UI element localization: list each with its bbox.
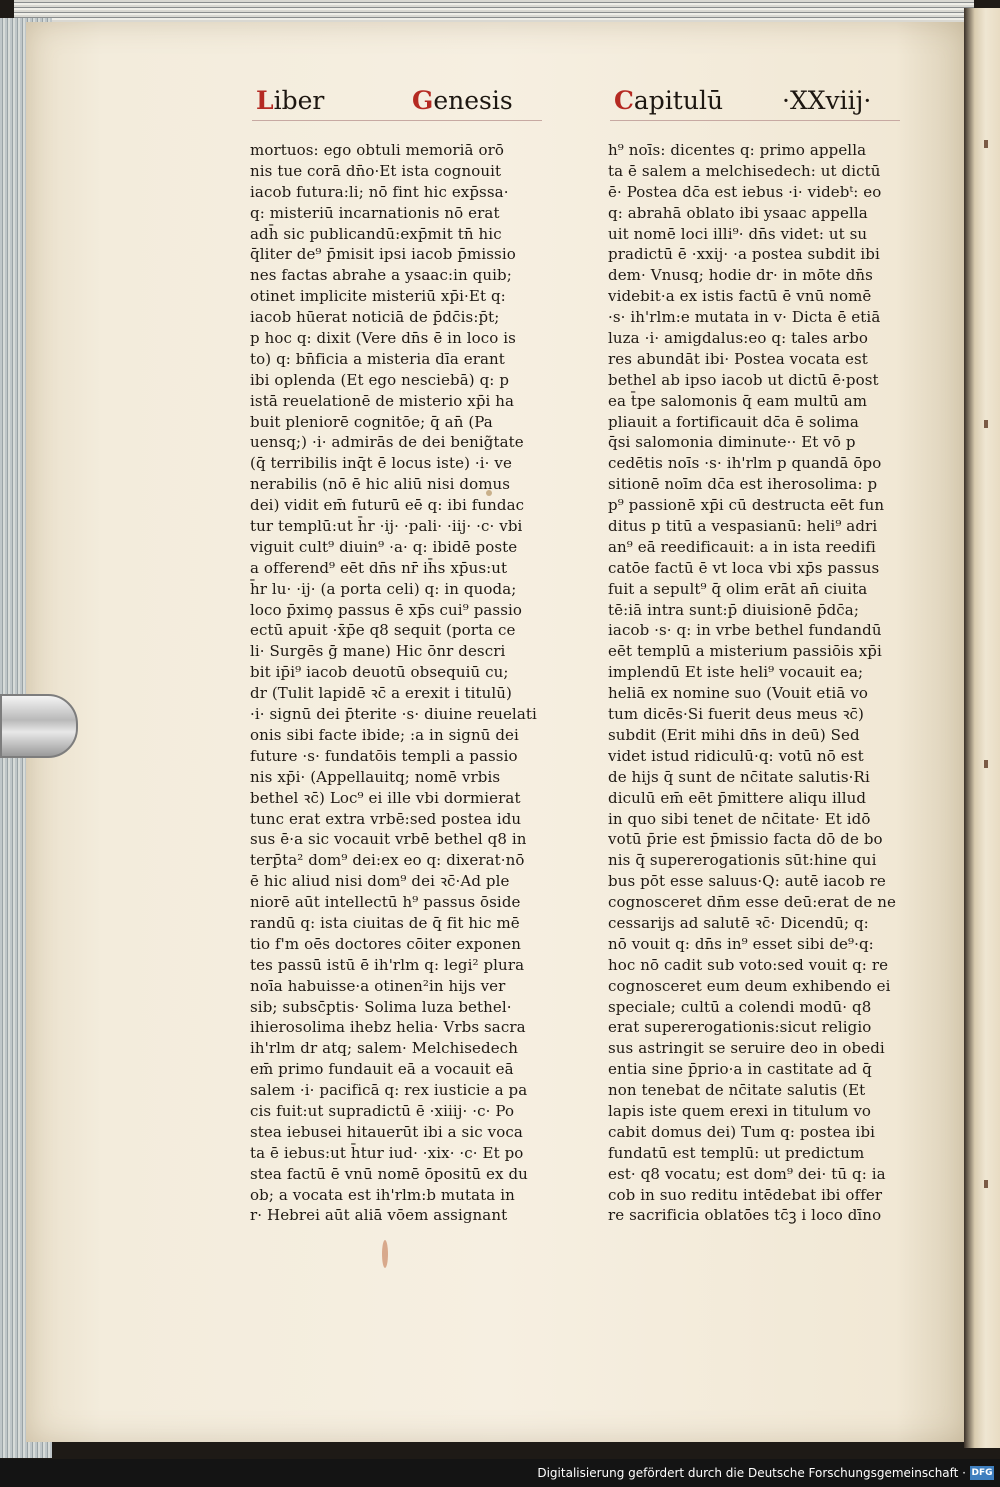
text-line: cis fuit:ut supradictū ē ·xiiij· ·c· Po (250, 1101, 515, 1120)
text-line: randū q: ista ciuitas de q̄ fit hic mē (250, 913, 520, 932)
text-line: pradictū ē ·xxij· ·a postea subdit ibi (608, 245, 880, 264)
text-line: onis sibi facte ibide; :a in signū dei (250, 725, 519, 744)
text-line: tē:iā intra sunt:p̄ diuisionē p̄dc̄a; (608, 600, 859, 619)
text-line: pliauit a fortificauit dc̄a ē solima (608, 412, 859, 431)
text-line: istā reuelationē de misterio xp̄i ha (250, 391, 515, 410)
text-line: future ·s· fundatōis templi a passio (250, 746, 518, 765)
text-line: ta ē iebus:ut h̄tur iud· ·xix· ·c· Et po (250, 1143, 524, 1162)
text-line: an⁹ eā reedificauit: a in ista reedifi (608, 537, 876, 556)
text-line: otinet implicite misteriū xp̄i·Et q: (250, 287, 506, 306)
text-line: tunc erat extra vrbē:sed postea idu (250, 809, 522, 828)
header-rule (610, 120, 900, 121)
text-line: bethel ab ipso iacob ut dictū ē·post (608, 370, 879, 389)
text-line: votū p̄rie est p̄missio facta dō de bo (608, 830, 883, 849)
text-line: dei) vidit em̄ futurū eē q: ibi fundac (250, 496, 525, 515)
text-line: fuit a sepult⁹ q̄ olim erāt an̄ ciuita (608, 579, 868, 598)
text-line: ih'rlm dr atq; salem· Melchisedech (250, 1039, 518, 1058)
text-line: nes factas abrahe a ysaac:in quib; (250, 266, 512, 285)
text-line: nerabilis (nō ē hic aliū nisi domus (250, 475, 511, 494)
text-line: implendū Et iste heli⁹ vocauit ea; (608, 663, 864, 682)
text-line: p⁹ passionē xp̄i cū destructa eēt fun (608, 496, 885, 515)
text-line: terp̄ta² dom⁹ dei:ex eo q: dixerat·nō (250, 851, 525, 870)
text-line: non tenebat de nc̄itate salutis (Et (608, 1081, 866, 1100)
text-line: (q̄ terribilis inq̄t ē locus iste) ·i· ve (250, 454, 512, 473)
text-line: catōe factū ē vt loca vbi xp̄s passus (608, 558, 880, 577)
text-line: ta ē salem a melchisedech: ut dictū (608, 161, 881, 180)
text-column-right (608, 140, 908, 1226)
text-line: diculū em̄ eēt p̄mittere aliqu illud (608, 788, 867, 807)
text-line: to) q: bn̄ficia a misteria dīa erant (250, 349, 505, 368)
text-line: in quo sibi tenet de nc̄itate· Et idō (608, 809, 871, 828)
text-line: stea factū ē vnū nomē ōpositū ex du (250, 1164, 528, 1183)
header-rule (252, 120, 542, 121)
text-line: stea iebusei hitauerūt ibi a sic voca (250, 1122, 523, 1141)
text-line: de hijs q̄ sunt de nc̄itate salutis·Ri (608, 767, 870, 786)
gutter-mark (984, 1180, 988, 1188)
text-line: sus ē·a sic vocauit vrbē bethel q8 in (250, 830, 527, 849)
text-line: cedētis noīs ·s· ih'rlm p quandā ōpo (608, 454, 882, 473)
text-line: r· Hebrei aūt aliā vōem assignant (250, 1206, 508, 1225)
text-line: ibi oplenda (Et ego nesciebā) q: p (250, 370, 510, 389)
text-line: uensq;) ·i· admirās de dei benig̃tate (250, 433, 524, 452)
text-line: tum dicēs·Si fuerit deus meus ꝛc̄) (608, 705, 865, 724)
text-line: ea t̄pe salomonis q̄ eam multū am (608, 391, 868, 410)
text-line: tur templū:ut h̄r ·ij· ·pali· ·iij· ·c· vbi (250, 517, 523, 536)
funding-credit: Digitalisierung gefördert durch die Deutsche Forschungsgemeinschaft · (537, 1466, 966, 1480)
header-capitulum: Capitulū (614, 86, 724, 115)
text-line: ihierosolima ihebz helia· Vrbs sacra (250, 1018, 526, 1037)
text-line: a offerend⁹ eēt dn̄s nr̄ ih̄s xp̄us:ut (250, 558, 508, 577)
text-line: bus pōt esse saluus·Q: autē iacob re (608, 872, 886, 891)
text-line: q̄si salomonia diminute·· Et vō p (608, 433, 856, 452)
text-line: li· Surgēs ḡ mane) Hic ōnr descri (250, 642, 506, 661)
text-line: iacob futura:li; nō fint hic exp̄ssa· (250, 182, 509, 201)
page-stain (382, 1240, 388, 1268)
text-line: ·i· signū dei p̄terite ·s· diuine reuelati (250, 705, 537, 724)
text-line: re sacrificia oblatōes tc̄ꝫ i loco dīno (608, 1206, 882, 1225)
text-line: videt istud ridiculū·q: votū nō est (608, 746, 864, 765)
text-column-left (250, 140, 550, 1226)
text-line: cognosceret eum deum exhibendo ei (608, 976, 891, 995)
text-line: salem ·i· pacificā q: rex iusticie a pa (250, 1081, 528, 1100)
text-line: bethel ꝛc̄) Loc⁹ ei ille vbi dormierat (250, 788, 521, 807)
text-line: cognosceret dn̄m esse deū:erat de ne (608, 893, 896, 912)
chapter-number: ·XXviij· (782, 86, 872, 115)
text-line: ob; a vocata est ih'rlm:b mutata in (250, 1185, 515, 1204)
text-line: buit pleniorē cognitōe; q̄ an̄ (Pa (250, 412, 493, 431)
text-line: nis xp̄i· (Appellauitq; nomē vrbis (250, 767, 501, 786)
text-line: dr (Tulit lapidē ꝛc̄ a erexit i titulū) (250, 684, 512, 703)
text-line: nō vouit q: dn̄s in⁹ esset sibi de⁹·q: (608, 934, 874, 953)
text-line: iacob ·s· q: in vrbe bethel fundandū (608, 621, 882, 640)
text-line: h⁹ noīs: dicentes q: primo appella (608, 141, 867, 159)
text-line: em̄ primo fundauit eā a vocauit eā (250, 1060, 514, 1079)
text-line: q: misteriū incarnationis nō erat (250, 203, 500, 222)
text-line: cessarijs ad salutē ꝛc̄· Dicendū; q: (608, 913, 869, 932)
text-line: entia sine p̄prio·a in castitate ad q̄ (608, 1060, 872, 1079)
gutter-mark (984, 760, 988, 768)
text-line: ē· Postea dc̄a est iebus ·i· videbᵗ: eo (608, 182, 882, 201)
text-line: ectū apuit ·x̄p̄e q8 sequit (porta ce (250, 621, 516, 640)
text-line: speciale; cultū a colendi modū· q8 (608, 997, 872, 1016)
text-line: cob in suo reditu intēdebat ibi offer (608, 1185, 883, 1204)
text-line: noīa habuisse·a otinen²in hijs ver (250, 976, 506, 995)
book-gutter (964, 8, 1000, 1448)
text-line: nis tue corā dn̄o·Et ista cognouit (250, 161, 502, 180)
text-line: loco p̄ximo̧ passus ē xp̄s cui⁹ passio (250, 600, 523, 619)
text-line: res abundāt ibi· Postea vocata est (608, 349, 868, 368)
text-line: bit ip̄i⁹ iacob deuotū obsequiū cu; (250, 663, 509, 682)
dfg-logo: DFG (971, 1468, 993, 1478)
text-line: subdit (Erit mihi dn̄s in deū) Sed (608, 725, 860, 744)
text-line: ditus p titū a vespasianū: heli⁹ adri (608, 517, 878, 536)
text-line: hoc nō cadit sub voto:sed vouit q: re (608, 955, 889, 974)
text-line: ·s· ih'rlm:e mutata in v· Dicta ē etiā (608, 308, 881, 327)
text-line: adh̄ sic publicandū:exp̄mit tn̄ hic (250, 224, 502, 243)
text-line: sib; subsc̄ptis· Solima luza bethel· (250, 997, 512, 1016)
page-clip (0, 694, 78, 758)
text-line: luza ·i· amigdalus:eo q: tales arbo (608, 329, 868, 348)
text-line: lapis iste quem erexi in titulum vo (608, 1101, 872, 1120)
text-line: uit nomē loci illi⁹· dn̄s videt: ut su (608, 224, 868, 243)
text-line: sitionē noīm dc̄a est iherosolima: p (608, 475, 878, 494)
text-line: tes passū istū ē ih'rlm q: legi² plura (250, 955, 525, 974)
text-line: videbit·a ex istis factū ē vnū nomē (608, 287, 872, 306)
text-line: q: abrahā oblato ibi ysaac appella (608, 203, 868, 222)
text-line: nis q̄ supererogationis sūt:hine qui (608, 851, 877, 870)
text-line: eēt templū a misterium passiōis xp̄i (608, 642, 882, 661)
text-line: heliā ex nomine suo (Vouit etiā vo (608, 684, 869, 703)
text-line: ē hic aliud nisi dom⁹ dei ꝛc̄·Ad ple (250, 872, 510, 891)
text-line: est· q8 vocatu; est dom⁹ dei· tū q: ia (608, 1164, 886, 1183)
text-line: mortuos: ego obtuli memoriā orō (250, 141, 504, 159)
text-line: cabit domus dei) Tum q: postea ibi (608, 1122, 876, 1141)
text-line: viguit cult⁹ diuin⁹ ·a· q: ibidē poste (250, 537, 518, 556)
footer-bar (0, 1459, 1000, 1487)
text-line: fundatū est templū: ut predictum (608, 1143, 865, 1162)
text-line: iacob hūerat noticiā de p̄dc̄is:p̄t; (250, 308, 500, 327)
text-line: erat supererogationis:sicut religio (608, 1018, 872, 1037)
header-liber: Liber (256, 86, 325, 115)
header-genesis: Genesis (412, 86, 513, 115)
text-line: tio f'm oēs doctores cōiter exponen (250, 934, 522, 953)
gutter-mark (984, 420, 988, 428)
text-line: h̄r lu· ·ij· (a porta celi) q: in quoda; (250, 579, 517, 598)
text-line: p hoc q: dixit (Vere dn̄s ē in loco is (250, 329, 516, 348)
gutter-mark (984, 140, 988, 148)
text-line: sus astringit se seruire deo in obedi (608, 1039, 885, 1058)
text-line: niorē aūt intellectū h⁹ passus ōside (250, 893, 521, 912)
text-line: dem· Vnusq; hodie dr· in mōte dn̄s (608, 266, 873, 285)
text-line: q̄liter de⁹ p̄misit ipsi iacob p̄missio (250, 245, 516, 264)
